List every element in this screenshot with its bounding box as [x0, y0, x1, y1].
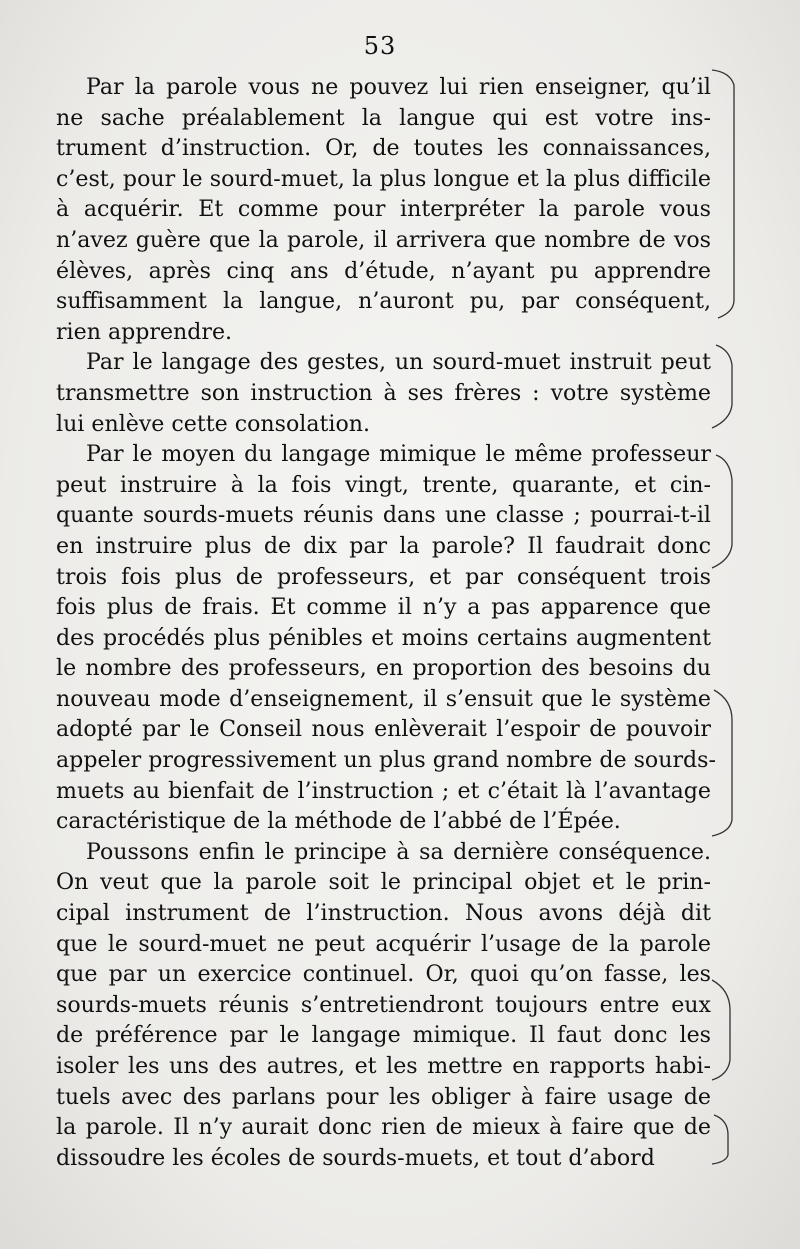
text-line: cipal instrument de l’instruction. Nous avons déjà dit	[56, 900, 711, 927]
text-line: tuels avec des parlans pour les obliger à faire usage de	[56, 1083, 711, 1110]
text-line: à acquérir. Et comme pour interpréter la parole vous	[56, 196, 711, 223]
margin-bracket-3	[712, 455, 732, 568]
margin-bracket-2	[712, 345, 732, 428]
text-line: Par la parole vous ne pouvez lui rien enseigner, qu’il	[86, 74, 711, 100]
text-line: appeler progressivement un plus grand nombre de sourds-	[56, 747, 716, 774]
text-line: le nombre des professeurs, en proportion des besoins du	[56, 655, 711, 682]
text-line: sourds-muets réunis s’entretiendront toujours entre eux	[56, 991, 711, 1018]
text-line: c’est, pour le sourd-muet, la plus longue et la plus difficile	[56, 165, 711, 192]
text-line: que le sourd-muet ne peut acquérir l’usage de la parole	[56, 930, 711, 957]
body-text	[56, 72, 716, 1173]
text-line: que par un exercice continuel. Or, quoi qu’on fasse, les	[56, 961, 711, 988]
paragraph	[56, 347, 711, 439]
paragraph	[56, 439, 716, 837]
text-line: trois fois plus de professeurs, et par conséquent trois	[56, 563, 711, 590]
text-line: quante sourds-muets réunis dans une classe ; pourrai-t-il	[56, 502, 711, 529]
text-line: muets au bienfait de l’instruction ; et c’était là l’avantage	[56, 777, 711, 804]
text-line: fois plus de frais. Et comme il n’y a pas apparence que	[56, 594, 711, 621]
text-line: rien apprendre.	[56, 318, 233, 345]
text-line: caractéristique de la méthode de l’abbé de l’Épée.	[56, 808, 621, 835]
text-line: lui enlève cette consolation.	[56, 410, 370, 437]
paragraph	[56, 72, 711, 347]
margin-bracket-6	[712, 1115, 728, 1164]
text-line: peut instruire à la fois vingt, trente, quarante, et cin-	[56, 471, 711, 498]
text-line: Par le langage des gestes, un sourd-muet instruit peut	[86, 349, 711, 376]
paragraph	[56, 837, 711, 1174]
text-line: la parole. Il n’y aurait donc rien de mieux à faire que de	[56, 1114, 711, 1141]
text-line: Poussons enfin le principe à sa dernière conséquence.	[86, 838, 711, 865]
text-line: des procédés plus pénibles et moins certains augmentent	[56, 624, 711, 651]
text-line: suffisamment la langue, n’auront pu, par conséquent,	[56, 288, 711, 315]
text-line: ne sache préalablement la langue qui est votre ins-	[56, 104, 711, 131]
text-line: isoler les uns des autres, et les mettre en rapports habi-	[56, 1053, 711, 1079]
margin-bracket-5	[712, 980, 730, 1080]
text-line: transmettre son instruction à ses frères : votre système	[56, 379, 711, 406]
text-line: trument d’instruction. Or, de toutes les connaissances,	[56, 135, 711, 162]
text-line: adopté par le Conseil nous enlèverait l’espoir de pouvoir	[56, 716, 711, 743]
text-line: On veut que la parole soit le principal objet et le prin-	[56, 869, 711, 896]
margin-bracket-1	[712, 70, 734, 318]
text-line: nouveau mode d’enseignement, il s’ensuit que le système	[56, 685, 711, 712]
text-line: en instruire plus de dix par la parole? Il faudrait donc	[56, 532, 711, 559]
text-line: Par le moyen du langage mimique le même professeur	[86, 441, 711, 468]
text-line: de préférence par le langage mimique. Il faut donc les	[56, 1022, 711, 1049]
text-line: n’avez guère que la parole, il arrivera que nombre de vos	[56, 226, 711, 253]
text-line: élèves, après cinq ans d’étude, n’ayant pu apprendre	[56, 257, 711, 284]
text-line: dissoudre les écoles de sourds-muets, et tout d’abord	[56, 1144, 655, 1171]
page-number: 53	[363, 32, 397, 60]
